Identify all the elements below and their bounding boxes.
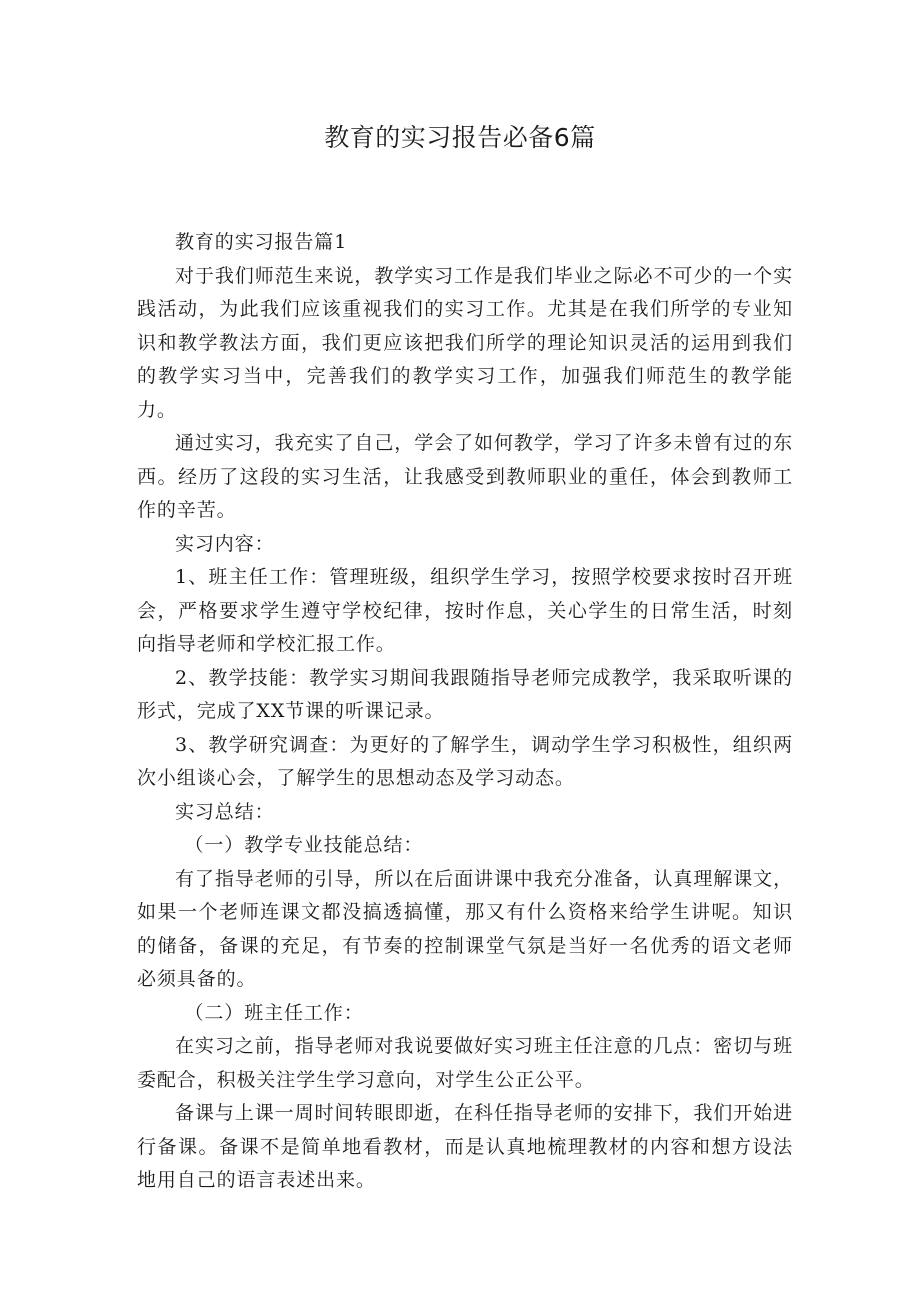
paragraph: 有了指导老师的引导，所以在后面讲课中我充分准备，认真理解课文，如果一个老师连课文都没搞透搞懂，那又有什么资格来给学生讲呢。知识的储备，备课的充足，有节奏的控制课堂气氛是当好一名优秀的语文老师必须具备的。: [137, 867, 793, 990]
section-heading: 教育的实习报告篇1: [175, 231, 348, 253]
list-item: 3、教学研究调查：为更好的了解学生，调动学生学习积极性，组织两次小组谈心会，了解学生的思想动态及学习动态。: [137, 733, 793, 789]
paragraph: 对于我们师范生来说，教学实习工作是我们毕业之际必不可少的一个实践活动，为此我们应该重视我们的实习工作。尤其是在我们所学的专业知识和教学教法方面，我们更应该把我们所学的理论知识灵活的运用到我们的教学实习当中，完善我们的教学实习工作，加强我们师范生的教学能力。: [137, 264, 793, 421]
subheading-class-teacher-work: （二）班主任工作：: [184, 1001, 364, 1024]
list-item: 1、班主任工作：管理班级，组织学生学习，按照学校要求按时召开班会，严格要求学生遵守学校纪律，按时作息，关心学生的日常生活，时刻向指导老师和学校汇报工作。: [137, 566, 793, 655]
document-body: [137, 226, 793, 1198]
paragraph: 备课与上课一周时间转眼即逝，在科任指导老师的安排下，我们开始进行备课。备课不是简单地看教材，而是认真地梳理教材的内容和想方设法地用自己的语言表述出来。: [137, 1102, 793, 1191]
subheading-internship-content: 实习内容：: [175, 532, 275, 555]
paragraph: 在实习之前，指导老师对我说要做好实习班主任注意的几点：密切与班委配合，积极关注学生学习意向，对学生公正公平。: [137, 1035, 793, 1091]
list-item: 2、教学技能：教学实习期间我跟随指导老师完成教学，我采取听课的形式，完成了XX节课的听课记录。: [137, 666, 793, 722]
paragraph: 通过实习，我充实了自己，学会了如何教学，学习了许多未曾有过的东西。经历了这段的实习生活，让我感受到教师职业的重任，体会到教师工作的辛苦。: [137, 432, 793, 521]
subheading-internship-summary: 实习总结：: [175, 800, 275, 823]
subheading-teaching-skills: （一）教学专业技能总结：: [184, 834, 424, 856]
document-title: 教育的实习报告必备6篇: [324, 123, 596, 152]
